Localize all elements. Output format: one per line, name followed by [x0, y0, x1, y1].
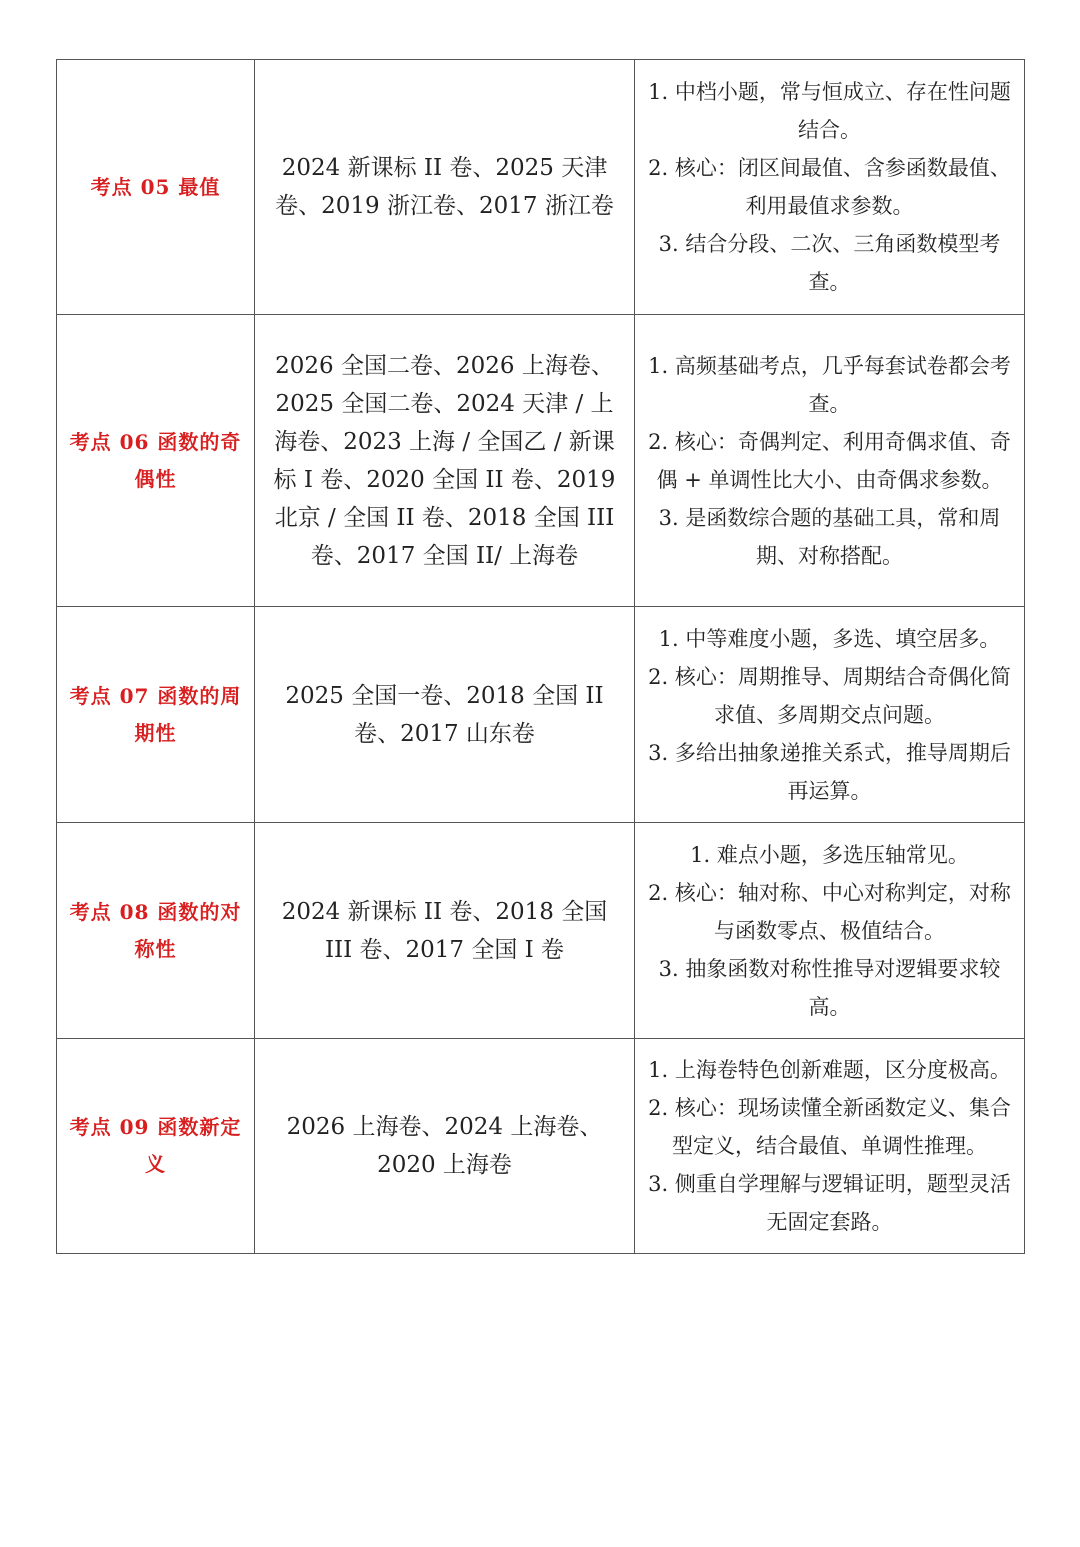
note-item: 3. 结合分段、二次、三角函数模型考查。 — [658, 232, 1001, 294]
note-item: 3. 是函数综合题的基础工具，常和周期、对称搭配。 — [658, 505, 1001, 568]
table-row — [57, 60, 1025, 315]
topic-cell: 考点 06 函数的奇偶性 — [57, 315, 255, 607]
notes-cell — [635, 315, 1025, 607]
note-item: 2. 核心：轴对称、中心对称判定，对称与函数零点、极值结合。 — [648, 880, 1011, 943]
exam-years-cell: 2025 全国一卷、2018 全国 II 卷、2017 山东卷 — [255, 607, 635, 823]
note-item: 3. 抽象函数对称性推导对逻辑要求较高。 — [658, 956, 1001, 1019]
note-item: 2. 核心：现场读懂全新函数定义、集合型定义，结合最值、单调性推理。 — [648, 1096, 1011, 1158]
note-item: 1. 高频基础考点，几乎每套试卷都会考查。 — [648, 353, 1011, 416]
note-item: 1. 中档小题，常与恒成立、存在性问题结合。 — [648, 80, 1011, 142]
notes-cell — [635, 823, 1025, 1039]
note-item: 2. 核心：奇偶判定、利用奇偶求值、奇偶 + 单调性比大小、由奇偶求参数。 — [648, 429, 1011, 492]
notes-cell — [635, 607, 1025, 823]
table-row — [57, 1039, 1025, 1254]
note-item: 2. 核心：闭区间最值、含参函数最值、利用最值求参数。 — [648, 156, 1011, 218]
topic-cell: 考点 09 函数新定义 — [57, 1039, 255, 1254]
note-item: 1. 难点小题，多选压轴常见。 — [690, 842, 969, 867]
note-item: 2. 核心：周期推导、周期结合奇偶化简求值、多周期交点问题。 — [648, 664, 1011, 727]
exam-years-cell: 2026 上海卷、2024 上海卷、2020 上海卷 — [255, 1039, 635, 1254]
table-row — [57, 607, 1025, 823]
exam-years-cell: 2024 新课标 II 卷、2018 全国 III 卷、2017 全国 I 卷 — [255, 823, 635, 1039]
exam-years-cell: 2026 全国二卷、2026 上海卷、2025 全国二卷、2024 天津 / 上海卷、2023 上海 / 全国乙 / 新课标 I 卷、2020 全国 II 卷、2019 北京 / 全国 II 卷、2018 全国 III 卷、2017 全国 II/ 上海卷 — [255, 315, 635, 607]
topic-cell: 考点 07 函数的周期性 — [57, 607, 255, 823]
table-row — [57, 823, 1025, 1039]
note-item: 3. 多给出抽象递推关系式，推导周期后再运算。 — [648, 740, 1011, 803]
note-item: 1. 上海卷特色创新难题，区分度极高。 — [648, 1058, 1011, 1082]
topic-cell: 考点 05 最值 — [57, 60, 255, 315]
notes-cell — [635, 60, 1025, 315]
note-item: 1. 中等难度小题，多选、填空居多。 — [658, 626, 1001, 651]
exam-years-cell: 2024 新课标 II 卷、2025 天津卷、2019 浙江卷、2017 浙江卷 — [255, 60, 635, 315]
table-row — [57, 315, 1025, 607]
exam-topic-table — [56, 59, 1025, 1254]
notes-cell — [635, 1039, 1025, 1254]
note-item: 3. 侧重自学理解与逻辑证明，题型灵活无固定套路。 — [648, 1172, 1011, 1234]
topic-cell: 考点 08 函数的对称性 — [57, 823, 255, 1039]
